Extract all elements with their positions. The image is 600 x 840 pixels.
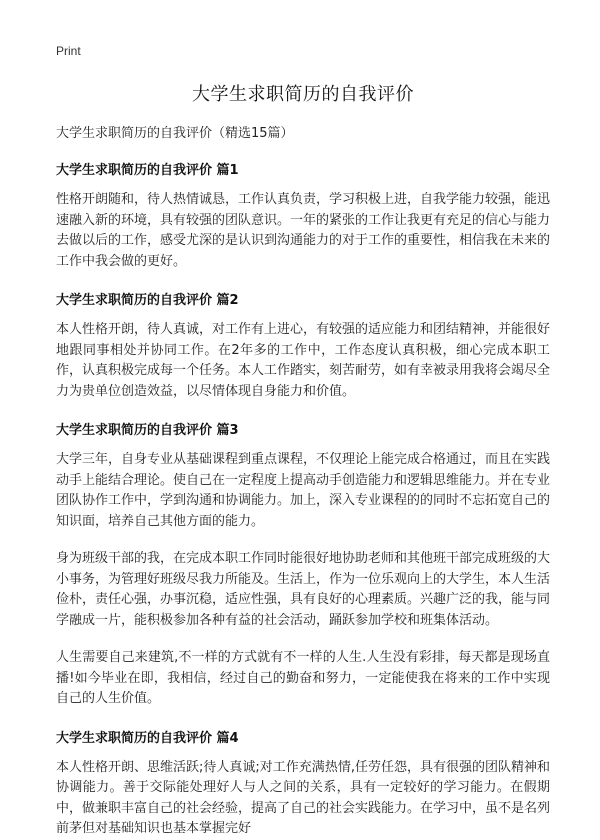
- print-link[interactable]: Print: [56, 44, 81, 58]
- section-4: [56, 727, 550, 840]
- section-paragraph: 本人性格开朗、思维活跃;待人真诚;对工作充满热情,任劳任怨，具有很强的团队精神和协调能力。善于交际能处理好人与人之间的关系，具有一定较好的学习能力。在假期中，做兼职丰富自己的社会经验，提高了自己的社会实践能力。在学习中，虽不是名列前茅但对基础知识也基本掌握完好: [56, 759, 551, 836]
- section-3: [56, 419, 550, 710]
- section-paragraph: 人生需要自己来建筑,不一样的方式就有不一样的人生.人生没有彩排，每天都是现场直播!如今毕业在即，我相信，经过自己的勤奋和努力，一定能使我在将来的工作中实现自己的人生价值。: [56, 650, 550, 706]
- section-2: [56, 289, 550, 402]
- document-subtitle: 大学生求职简历的自我评价（精选15篇）: [56, 126, 294, 141]
- section-paragraph: 性格开朗随和，待人热情诚恳，工作认真负责，学习积极上进，自我学能力较强，能迅速融入新的环境，具有较强的团队意识。一年的紧张的工作让我更有充足的信心与能力去做以后的工作，感受尤深的是认识到沟通能力的对于工作的重要性，相信我在未来的工作中我会做的更好。: [56, 192, 551, 269]
- section-paragraph: 大学三年，自身专业从基础课程到重点课程，不仅理论上能完成合格通过，而且在实践动手上能结合理论。使自己在一定程度上提高动手创造能力和逻辑思维能力。并在专业团队协作工作中，学到沟通和协调能力。加上，深入专业课程的的同时不忘拓宽自己的知识面，培养自己其他方面的能力。: [56, 452, 551, 529]
- section-heading: 大学生求职简历的自我评价 篇1: [56, 163, 239, 178]
- section-paragraph: 本人性格开朗，待人真诚，对工作有上进心，有较强的适应能力和团结精神，并能很好地跟同事相处并协同工作。在2年多的工作中，工作态度认真积极，细心完成本职工作，认真积极完成每一个任务。本人工作踏实，刻苦耐劳，如有幸被录用我将会竭尽全力为贵单位创造效益，以尽情体现自身能力和价值。: [56, 322, 551, 399]
- section-heading: 大学生求职简历的自我评价 篇4: [56, 730, 239, 746]
- page-title: 大学生求职简历的自我评价: [192, 84, 414, 105]
- section-1: [56, 159, 550, 272]
- section-paragraph: 身为班级干部的我，在完成本职工作同时能很好地协助老师和其他班干部完成班级的大小事务，为管理好班级尽我力所能及。生活上，作为一位乐观向上的大学生，本人生活俭朴，责任心强，办事沉稳，适应性强，具有良好的心理素质。兴趣广泛的我，能与同学融成一片，能积极参加各种有益的社会活动，踊跃参加学校和班集体活动。: [56, 551, 551, 628]
- section-heading: 大学生求职简历的自我评价 篇3: [56, 423, 239, 438]
- section-heading: 大学生求职简历的自我评价 篇2: [56, 293, 239, 308]
